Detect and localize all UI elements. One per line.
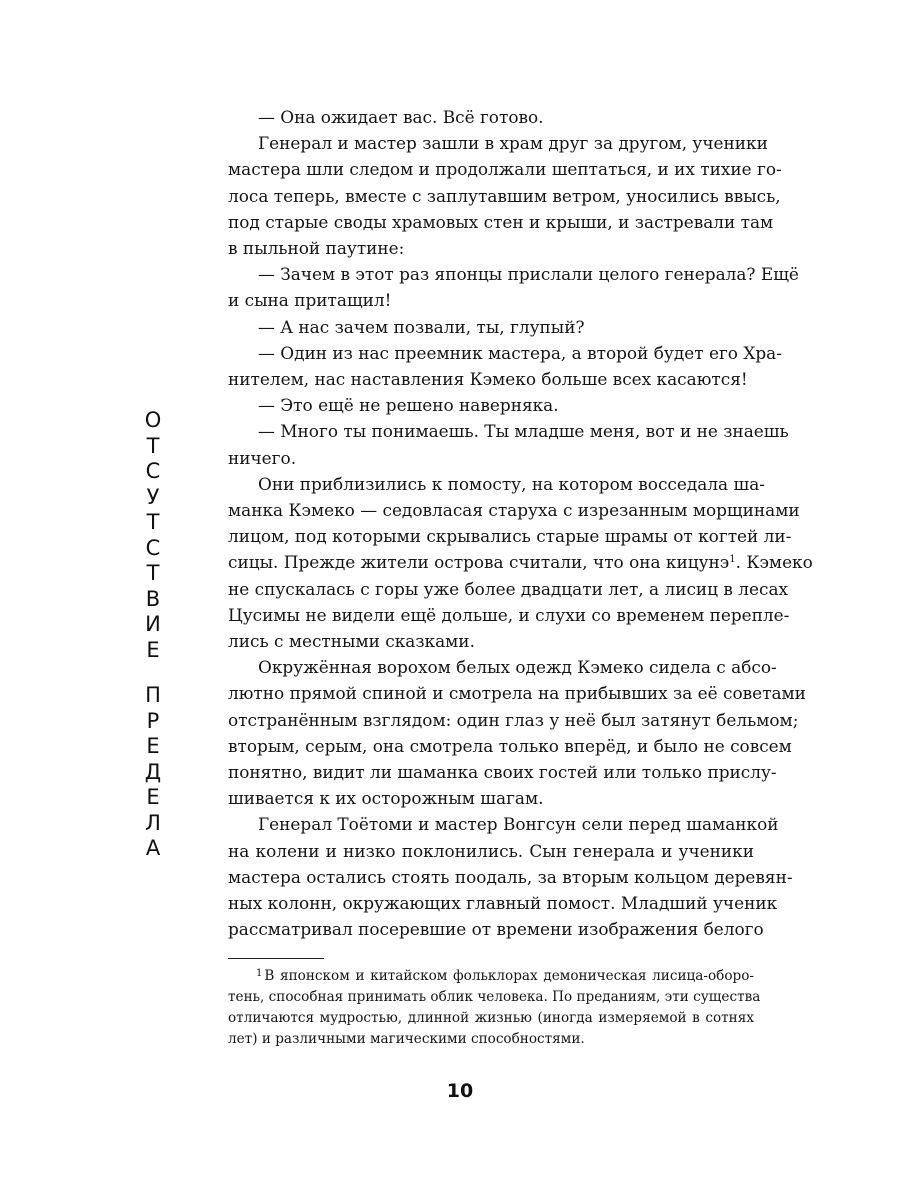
text-line: Цусимы не видели ещё дольше, и слухи со временем перепле- [228,604,790,625]
title-letter: Л [145,810,161,835]
text-line: Они приблизились к помосту, на котором восседала ша- [258,473,765,494]
text-line: в пыльной паутине: [228,238,405,259]
text-line: — Один из нас преемник мастера, а второй будет его Хра- [258,342,782,363]
text-line: под старые своды храмовых стен и крыши, и застревали там [228,211,774,232]
title-letter: Т [146,510,160,534]
text-line: отстранённым взглядом: один глаз у неё был затянут бельмом; [228,709,799,730]
title-letter: С [145,459,161,483]
footnote-reference[interactable]: 1 [729,554,736,566]
text-line: манка Кэмеко — седовласая старуха с изрезанным морщинами [228,500,800,521]
footnote [228,966,761,1050]
title-letter: В [145,586,161,611]
title-letter: О [144,408,162,432]
title-letter: Е [146,637,160,662]
footnote-line: тень, способная принимать облик человека. По преданиям, эти существа [228,989,761,1005]
title-letter: С [145,535,161,560]
text-line: — Много ты понимаешь. Ты младше меня, вот и не знаешь [258,421,789,442]
text-line: ных колонн, окружающих главный помост. Младший ученик [228,893,778,914]
title-letter: Т [146,561,160,585]
text-line: — А нас зачем позвали, ты, глупый? [258,316,585,337]
text-line: лицом, под которыми скрывались старые шрамы от когтей ли- [228,526,792,547]
title-letter: А [145,836,161,860]
text-fragment: В японском и китайском фольклорах демоническая лисица-оборо- [264,968,754,984]
page-number: 10 [446,1080,474,1102]
text-line: нителем, нас наставления Кэмеко больше всех касаются! [228,369,748,390]
paragraph [228,471,813,654]
footnote-line: отличаются мудростью, длинной жизнью (иногда измеряемой в сотнях [228,1010,754,1026]
text-line: — Зачем в этот раз японцы прислали целого генерала? Ещё [258,264,799,285]
text-line: шивается к их осторожным шагам. [228,788,544,809]
text-line: Генерал и мастер зашли в храм друг за другом, ученики [258,133,768,154]
text-line: вторым, серым, она смотрела только вперёд, и было не совсем [228,735,792,756]
paragraph [228,104,754,130]
text-line: Генерал Тоётоми и мастер Вонгсун сели перед шаманкой [258,814,779,835]
text-line: лись с местными сказками. [228,631,475,652]
footnote-mark: 1 [256,968,263,979]
text-line-with-footnote [228,549,813,575]
title-letter: У [146,484,160,509]
paragraph [228,811,793,942]
footnote-divider [228,958,324,959]
text-fragment: сицы. Прежде жители острова считали, что она кицунэ [228,552,730,573]
body-text [228,104,813,943]
title-letter: И [145,612,161,636]
text-line: понятно, видит ли шаманка своих гостей или только прислу- [228,762,777,783]
text-line: лоса теперь, вместе с заплутавшим ветром, уносились ввысь, [228,185,781,206]
title-word-gap [136,663,170,683]
footnote-line [228,966,754,987]
paragraph [228,654,806,811]
text-line: мастера остались стоять поодаль, за вторым кольцом деревян- [228,866,793,887]
text-line: и сына притащил! [228,290,392,311]
title-letter: Д [144,759,162,784]
text-line: не спускалась с горы уже более двадцати лет, а лисиц в лесах [228,578,789,599]
paragraph [228,314,754,340]
paragraph [228,261,799,313]
text-line: рассматривал посеревшие от времени изображения белого [228,919,764,940]
paragraph [228,392,754,418]
text-line: — Она ожидает вас. Всё готово. [258,107,544,127]
text-line: на колени и низко поклонились. Сын генерала и ученики [228,840,754,861]
running-title-vertical [136,408,170,862]
text-line: — Это ещё не решено наверняка. [258,395,559,416]
paragraph [228,340,782,392]
title-letter: Е [146,734,160,758]
paragraph [228,418,789,470]
title-letter: Т [146,433,160,458]
text-line: мастера шли следом и продолжали шептаться, и их тихие го- [228,159,782,180]
title-letter: Е [146,785,160,809]
title-letter: П [145,683,161,707]
text-fragment: . Кэмеко [735,552,813,573]
text-line: лютно прямой спиной и смотрела на прибывших за её советами [228,683,806,704]
title-letter: Р [146,708,160,733]
text-line: Окружённая ворохом белых одежд Кэмеко сидела с абсо- [258,657,777,678]
paragraph [228,130,782,261]
text-line: ничего. [228,447,297,468]
footnote-line: лет) и различными магическими способностями. [228,1031,585,1047]
